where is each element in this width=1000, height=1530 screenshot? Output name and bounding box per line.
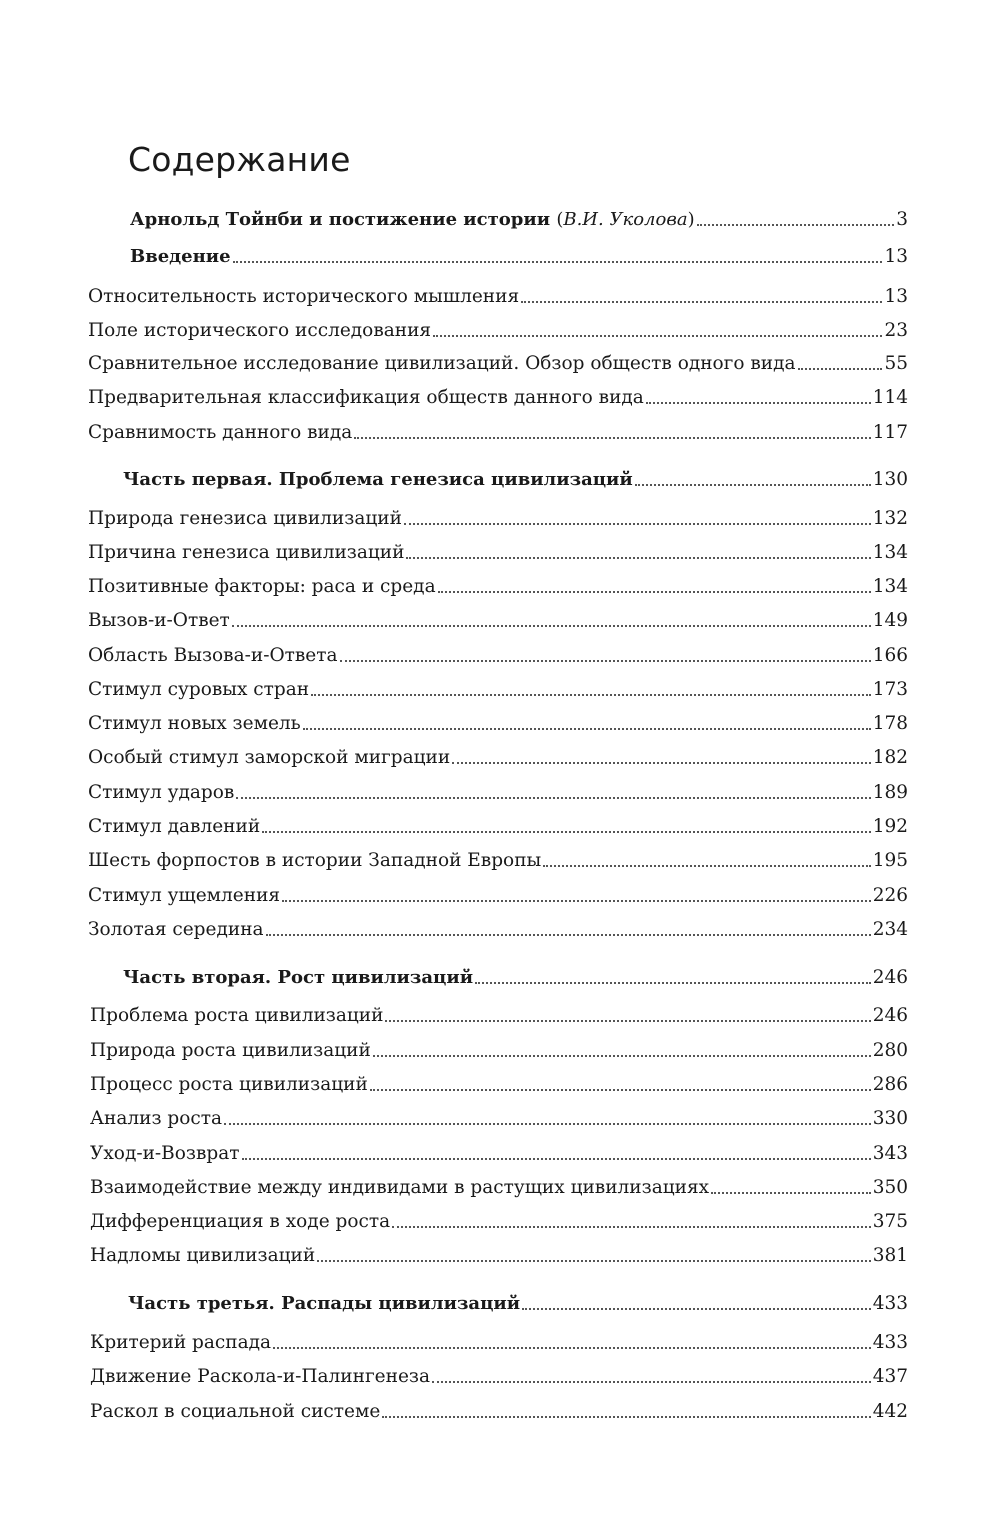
toc-entry-page: 437 bbox=[872, 1366, 908, 1387]
toc-entry-label: Арнольд Тойнби и постижение истории (В.И. Уколова) bbox=[130, 209, 695, 230]
toc-entry[interactable] bbox=[90, 1106, 908, 1132]
dot-leader bbox=[370, 1089, 871, 1091]
toc-entry-page: 178 bbox=[872, 713, 908, 734]
toc-entry-page: 149 bbox=[872, 610, 908, 631]
dot-leader bbox=[646, 402, 871, 404]
toc-entry[interactable] bbox=[88, 540, 908, 566]
dot-leader bbox=[262, 831, 871, 833]
toc-entry[interactable] bbox=[90, 1330, 908, 1356]
toc-entry[interactable] bbox=[90, 1209, 908, 1235]
toc-entry-label: Стимул ущемления bbox=[88, 885, 281, 906]
dot-leader bbox=[798, 368, 883, 370]
toc-entry[interactable] bbox=[88, 883, 908, 909]
toc-entry[interactable] bbox=[90, 1003, 908, 1029]
toc-entry[interactable] bbox=[88, 608, 908, 634]
toc-entry[interactable] bbox=[90, 1399, 908, 1425]
toc-entry-label: Относительность исторического мышления bbox=[88, 286, 520, 307]
toc-entry-page: 189 bbox=[872, 782, 908, 803]
toc-entry-label: Сравнимость данного вида bbox=[88, 422, 353, 443]
toc-entry-page: 117 bbox=[872, 422, 908, 443]
dot-leader bbox=[452, 762, 871, 764]
page-title: Содержание bbox=[128, 140, 351, 179]
dot-leader bbox=[273, 1347, 871, 1349]
toc-entry[interactable] bbox=[88, 917, 908, 943]
dot-leader bbox=[282, 900, 871, 902]
toc-entry-page: 246 bbox=[872, 1005, 908, 1026]
dot-leader bbox=[303, 728, 871, 730]
dot-leader bbox=[232, 625, 871, 627]
toc-entry-label: Проблема роста цивилизаций bbox=[90, 1005, 384, 1026]
toc-entry[interactable] bbox=[90, 1141, 908, 1167]
toc-entry-label: Часть первая. Проблема генезиса цивилизаций bbox=[123, 469, 633, 490]
toc-entry-label: Сравнительное исследование цивилизаций. Обзор обществ одного вида bbox=[88, 353, 796, 374]
toc-entry[interactable] bbox=[88, 677, 908, 703]
dot-leader bbox=[433, 335, 882, 337]
toc-entry-label: Причина генезиса цивилизаций bbox=[88, 542, 405, 563]
toc-entry-section[interactable] bbox=[128, 1291, 908, 1317]
toc-entry[interactable] bbox=[88, 351, 908, 377]
toc-entry-label: Надломы цивилизаций bbox=[90, 1245, 316, 1266]
toc-entry-label: Анализ роста bbox=[90, 1108, 223, 1129]
toc-entry-author: В.И. Уколова bbox=[563, 209, 688, 230]
toc-entry-label: Природа генезиса цивилизаций bbox=[88, 508, 402, 529]
toc-entry[interactable] bbox=[88, 284, 908, 310]
dot-leader bbox=[522, 1308, 871, 1310]
toc-entry-label: Взаимодействие между индивидами в растущих цивилизациях bbox=[90, 1177, 710, 1198]
dot-leader bbox=[635, 484, 871, 486]
toc-entry-label: Движение Раскола-и-Палингенеза bbox=[90, 1366, 431, 1387]
toc-entry-label: Позитивные факторы: раса и среда bbox=[88, 576, 436, 597]
dot-leader bbox=[242, 1158, 871, 1160]
dot-leader bbox=[697, 224, 895, 226]
toc-entry-section[interactable] bbox=[123, 467, 908, 493]
toc-entry-page: 182 bbox=[872, 747, 908, 768]
toc-entry-page: 442 bbox=[872, 1401, 908, 1422]
dot-leader bbox=[373, 1055, 871, 1057]
toc-entry-page: 280 bbox=[872, 1040, 908, 1061]
dot-leader bbox=[266, 934, 871, 936]
toc-entry-section[interactable] bbox=[123, 965, 908, 991]
toc-entry-label: Дифференциация в ходе роста bbox=[90, 1211, 391, 1232]
toc-entry-label: Предварительная классификация обществ данного вида bbox=[88, 387, 644, 408]
toc-entry-page: 130 bbox=[872, 469, 908, 490]
toc-entry-page: 234 bbox=[872, 919, 908, 940]
toc-entry-page: 134 bbox=[872, 542, 908, 563]
dot-leader bbox=[711, 1192, 871, 1194]
toc-entry-page: 134 bbox=[872, 576, 908, 597]
toc-entry-label: Особый стимул заморской миграции bbox=[88, 747, 451, 768]
toc-entry-label: Стимул суровых стран bbox=[88, 679, 310, 700]
toc-entry[interactable] bbox=[90, 1175, 908, 1201]
dot-leader bbox=[521, 301, 882, 303]
toc-entry[interactable] bbox=[88, 643, 908, 669]
dot-leader bbox=[340, 660, 871, 662]
dot-leader bbox=[311, 694, 871, 696]
toc-entry-page: 3 bbox=[896, 209, 908, 230]
toc-entry-label: Стимул новых земель bbox=[88, 713, 301, 734]
dot-leader bbox=[392, 1226, 871, 1228]
toc-entry-page: 173 bbox=[872, 679, 908, 700]
toc-entry[interactable] bbox=[88, 814, 908, 840]
toc-entry-page: 433 bbox=[872, 1332, 908, 1353]
toc-entry-page: 55 bbox=[884, 353, 908, 374]
dot-leader bbox=[438, 591, 871, 593]
toc-entry-label: Часть третья. Распады цивилизаций bbox=[128, 1293, 521, 1314]
dot-leader bbox=[236, 797, 870, 799]
toc-entry-label: Природа роста цивилизаций bbox=[90, 1040, 371, 1061]
toc-entry[interactable] bbox=[88, 385, 908, 411]
toc-entry[interactable] bbox=[88, 318, 908, 344]
toc-entry[interactable] bbox=[88, 574, 908, 600]
dot-leader bbox=[382, 1416, 870, 1418]
dot-leader bbox=[354, 437, 870, 439]
dot-leader bbox=[475, 982, 871, 984]
dot-leader bbox=[317, 1260, 871, 1262]
toc-entry-page: 13 bbox=[884, 246, 908, 267]
toc-entry-page: 343 bbox=[872, 1143, 908, 1164]
toc-entry-intro[interactable] bbox=[130, 207, 908, 233]
toc-entry-page: 23 bbox=[884, 320, 908, 341]
toc-entry-page: 433 bbox=[872, 1293, 908, 1314]
toc-entry-page: 132 bbox=[872, 508, 908, 529]
toc-entry[interactable] bbox=[90, 1364, 908, 1390]
toc-entry[interactable] bbox=[88, 506, 908, 532]
dot-leader bbox=[224, 1123, 871, 1125]
toc-entry-page: 375 bbox=[872, 1211, 908, 1232]
toc-entry-label: Процесс роста цивилизаций bbox=[90, 1074, 368, 1095]
toc-entry-label: Стимул давлений bbox=[88, 816, 261, 837]
toc-entry[interactable] bbox=[90, 1072, 908, 1098]
toc-entry-page: 330 bbox=[872, 1108, 908, 1129]
toc-entry-page: 246 bbox=[872, 967, 908, 988]
dot-leader bbox=[385, 1020, 870, 1022]
toc-entry-label: Поле исторического исследования bbox=[88, 320, 432, 341]
toc-entry-page: 195 bbox=[872, 850, 908, 871]
toc-entry-label: Уход-и-Возврат bbox=[90, 1143, 240, 1164]
toc-entry-page: 226 bbox=[872, 885, 908, 906]
toc-entry[interactable] bbox=[88, 711, 908, 737]
toc-entry-section[interactable] bbox=[130, 244, 908, 270]
toc-entry-page: 381 bbox=[872, 1245, 908, 1266]
toc-entry-label: Вызов-и-Ответ bbox=[88, 610, 230, 631]
toc-entry[interactable] bbox=[88, 745, 908, 771]
dot-leader bbox=[233, 261, 883, 263]
toc-entry-label: Часть вторая. Рост цивилизаций bbox=[123, 967, 474, 988]
toc-entry[interactable] bbox=[90, 1243, 908, 1269]
dot-leader bbox=[543, 865, 870, 867]
toc-entry-page: 286 bbox=[872, 1074, 908, 1095]
dot-leader bbox=[432, 1381, 871, 1383]
toc-entry-page: 166 bbox=[872, 645, 908, 666]
toc-entry[interactable] bbox=[90, 1038, 908, 1064]
toc-entry-page: 114 bbox=[872, 387, 908, 408]
toc-entry-page: 13 bbox=[884, 286, 908, 307]
toc-entry-label: Критерий распада bbox=[90, 1332, 272, 1353]
toc-entry-label: Введение bbox=[130, 246, 231, 267]
toc-entry-label: Раскол в социальной системе bbox=[90, 1401, 381, 1422]
toc-entry-label: Шесть форпостов в истории Западной Европы bbox=[88, 850, 542, 871]
toc-entry-label: Область Вызова-и-Ответа bbox=[88, 645, 338, 666]
toc-entry-label: Стимул ударов bbox=[88, 782, 235, 803]
toc-entry[interactable] bbox=[88, 420, 908, 446]
toc-entry[interactable] bbox=[88, 780, 908, 806]
toc-entry-page: 350 bbox=[872, 1177, 908, 1198]
toc-entry-page: 192 bbox=[872, 816, 908, 837]
toc-entry[interactable] bbox=[88, 848, 908, 874]
toc-entry-label: Золотая середина bbox=[88, 919, 264, 940]
dot-leader bbox=[404, 523, 871, 525]
dot-leader bbox=[406, 557, 870, 559]
